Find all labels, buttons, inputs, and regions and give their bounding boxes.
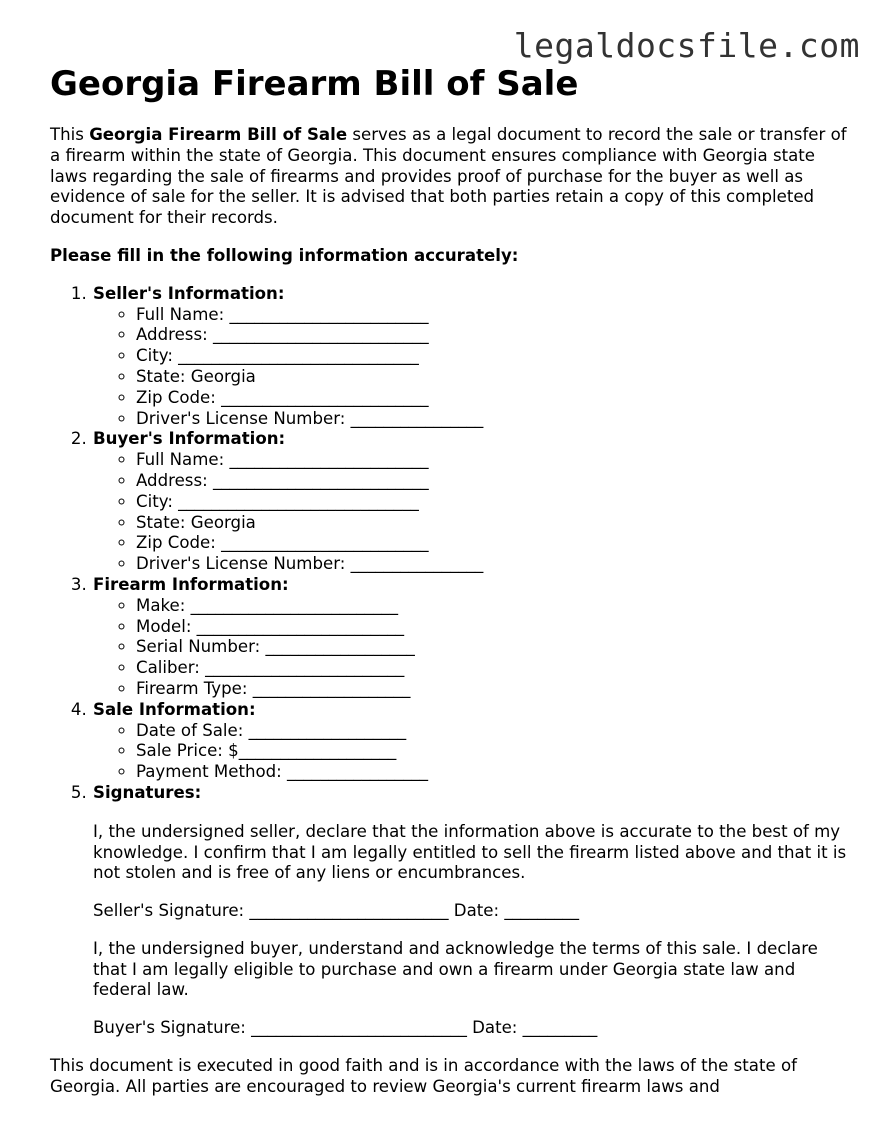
- seller-address-field: ◦ Address: __________________________: [136, 325, 850, 346]
- closing-paragraph: This document is executed in good faith and is in accordance with the laws of the state of Georgia. All parties are encouraged to review Georgia's current firearm laws and: [50, 1056, 797, 1096]
- intro-lead: This: [50, 125, 90, 144]
- buyer-zip-field: ◦ Zip Code: _________________________: [136, 533, 850, 554]
- form-sections: [50, 284, 850, 1039]
- firearm-caliber-field: ◦ Caliber: ________________________: [136, 658, 850, 679]
- seller-signature-line: Seller's Signature: ________________________ Date: _________: [93, 901, 579, 921]
- seller-license-field: ◦ Driver's License Number: ________________: [136, 409, 850, 430]
- section-buyer: [92, 429, 850, 575]
- signature-block: [93, 822, 850, 1039]
- intro-bold-title: Georgia Firearm Bill of Sale: [89, 125, 348, 144]
- buyer-full-name-field: ◦ Full Name: ________________________: [136, 450, 850, 471]
- section-firearm: [92, 575, 850, 700]
- buyer-license-field: ◦ Driver's License Number: ________________: [136, 554, 850, 575]
- document-body: [50, 62, 850, 1098]
- sale-price-field: ◦ Sale Price: $___________________: [136, 741, 850, 762]
- seller-city-field: ◦ City: _____________________________: [136, 346, 850, 367]
- section-title-signatures: Signatures:: [93, 782, 202, 802]
- buyer-statement: I, the undersigned buyer, understand and acknowledge the terms of this sale. I declare that I am legally eligible to purchase and own a firearm under Georgia state law and federal law.: [93, 938, 818, 1000]
- buyer-state-field: ◦ State: Georgia: [136, 513, 850, 534]
- intro-paragraph: [50, 125, 850, 229]
- firearm-model-field: ◦ Model: _________________________: [136, 617, 850, 638]
- intro-rest: serves as a legal document to record the sale or transfer of a firearm within the state of Georgia. This document ensures compliance with Georgia state laws regarding the sale of firearms and provides proof of purchase for the buyer as well as evidence of sale for the seller. It is advised that both parties retain a copy of this completed document for their records.: [50, 125, 847, 228]
- firearm-type-field: ◦ Firearm Type: ___________________: [136, 679, 850, 700]
- sale-fields: [93, 721, 850, 783]
- section-title-sale: Sale Information:: [93, 699, 256, 719]
- sale-date-field: ◦ Date of Sale: ___________________: [136, 721, 850, 742]
- fill-instructions: Please fill in the following information accurately:: [50, 245, 519, 265]
- firearm-serial-field: ◦ Serial Number: __________________: [136, 637, 850, 658]
- section-seller: [92, 284, 850, 430]
- section-sale: [92, 700, 850, 783]
- document-title: Georgia Firearm Bill of Sale: [50, 64, 579, 104]
- seller-statement: I, the undersigned seller, declare that the information above is accurate to the best of my knowledge. I confirm that I am legally entitled to sell the firearm listed above and that it is not stolen and is free of any liens or encumbrances.: [93, 821, 847, 883]
- buyer-address-field: ◦ Address: __________________________: [136, 471, 850, 492]
- firearm-make-field: ◦ Make: _________________________: [136, 596, 850, 617]
- site-watermark: legaldocsfile.com: [513, 26, 860, 65]
- firearm-fields: [93, 596, 850, 700]
- seller-full-name-field: ◦ Full Name: ________________________: [136, 305, 850, 326]
- seller-state-field: ◦ State: Georgia: [136, 367, 850, 388]
- section-title-buyer: Buyer's Information:: [93, 429, 286, 449]
- buyer-city-field: ◦ City: _____________________________: [136, 492, 850, 513]
- seller-zip-field: ◦ Zip Code: _________________________: [136, 388, 850, 409]
- buyer-fields: [93, 450, 850, 575]
- section-signatures: [92, 783, 850, 1039]
- section-title-firearm: Firearm Information:: [93, 574, 289, 594]
- sale-payment-field: ◦ Payment Method: _________________: [136, 762, 850, 783]
- seller-fields: [93, 305, 850, 430]
- section-title-seller: Seller's Information:: [93, 283, 285, 303]
- buyer-signature-line: Buyer's Signature: __________________________ Date: _________: [93, 1018, 598, 1038]
